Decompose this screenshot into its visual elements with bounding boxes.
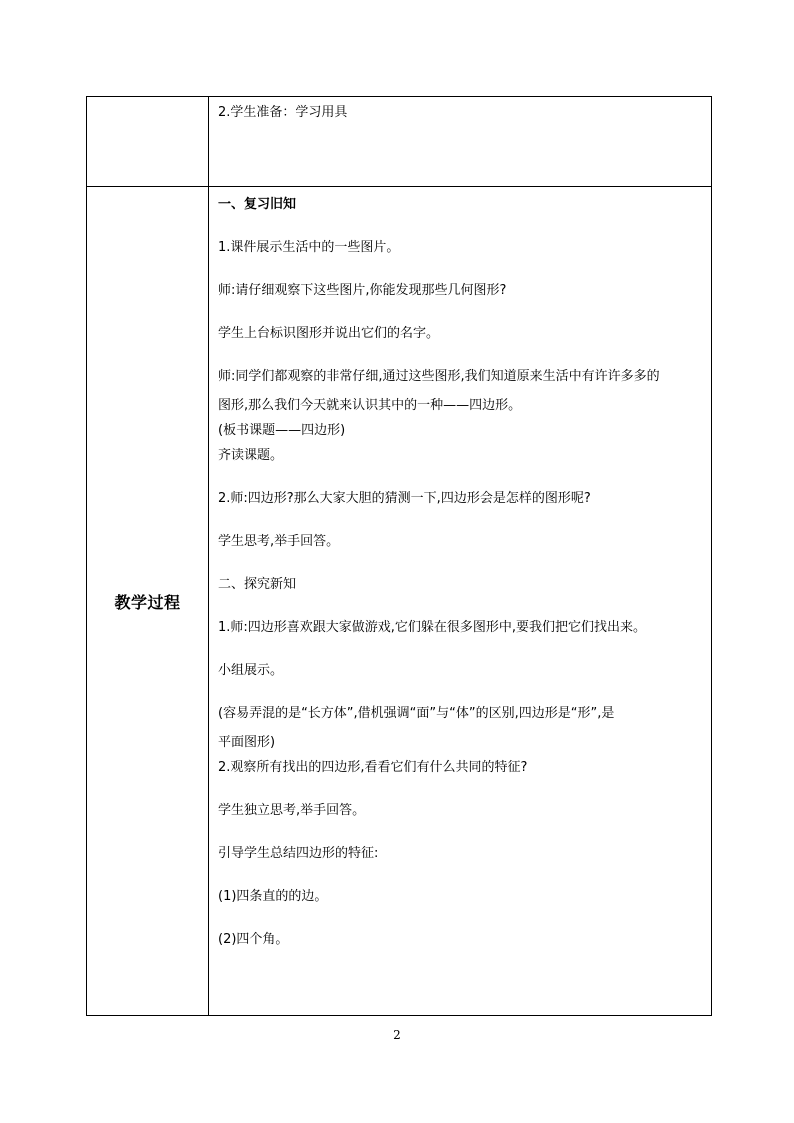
table-row-preparation bbox=[87, 97, 712, 187]
teaching-process-label-cell bbox=[87, 187, 209, 1016]
content-line: 齐读课题。 bbox=[218, 448, 284, 463]
content-line: 师:请仔细观察下这些图片,你能发现那些几何图形? bbox=[218, 283, 507, 298]
lesson-plan-table bbox=[86, 96, 712, 1016]
preparation-content-cell bbox=[209, 97, 712, 187]
content-line: (2)四个角。 bbox=[218, 932, 289, 947]
content-line: 平面图形) bbox=[218, 735, 276, 750]
content-line: 学生思考,举手回答。 bbox=[218, 534, 340, 549]
content-line: 2.观察所有找出的四边形,看看它们有什么共同的特征? bbox=[218, 760, 528, 775]
content-line: (1)四条直的的边。 bbox=[218, 889, 328, 904]
content-line: 师:同学们都观察的非常仔细,通过这些图形,我们知道原来生活中有许许多多的 bbox=[218, 369, 660, 384]
teaching-process-content bbox=[209, 187, 711, 950]
section-heading-explore: 二、探究新知 bbox=[218, 577, 297, 592]
section-heading-review: 一、复习旧知 bbox=[218, 197, 297, 212]
content-line: 学生独立思考,举手回答。 bbox=[218, 803, 366, 818]
teaching-process-content-cell bbox=[209, 187, 712, 1016]
content-line: (板书课题——四边形) bbox=[218, 423, 346, 438]
preparation-label-cell bbox=[87, 97, 209, 187]
content-line: 图形,那么我们今天就来认识其中的一种——四边形。 bbox=[218, 398, 522, 413]
page-number: 2 bbox=[393, 1028, 401, 1042]
content-line: 小组展示。 bbox=[218, 663, 284, 678]
content-line: (容易弄混的是“长方体”,借机强调“面”与“体”的区别,四边形是“形”,是 bbox=[218, 706, 615, 721]
content-line: 引导学生总结四边形的特征: bbox=[218, 846, 379, 861]
content-line: 2.师:四边形?那么大家大胆的猜测一下,四边形会是怎样的图形呢? bbox=[218, 491, 591, 506]
content-line: 1.师:四边形喜欢跟大家做游戏,它们躲在很多图形中,要我们把它们找出来。 bbox=[218, 620, 647, 635]
content-line: 学生上台标识图形并说出它们的名字。 bbox=[218, 326, 440, 341]
table-row-teaching-process bbox=[87, 187, 712, 1016]
teaching-process-label: 教学过程 bbox=[114, 592, 181, 612]
student-preparation-text: 2.学生准备：学习用具 bbox=[218, 105, 348, 120]
content-line: 1.课件展示生活中的一些图片。 bbox=[218, 240, 400, 255]
